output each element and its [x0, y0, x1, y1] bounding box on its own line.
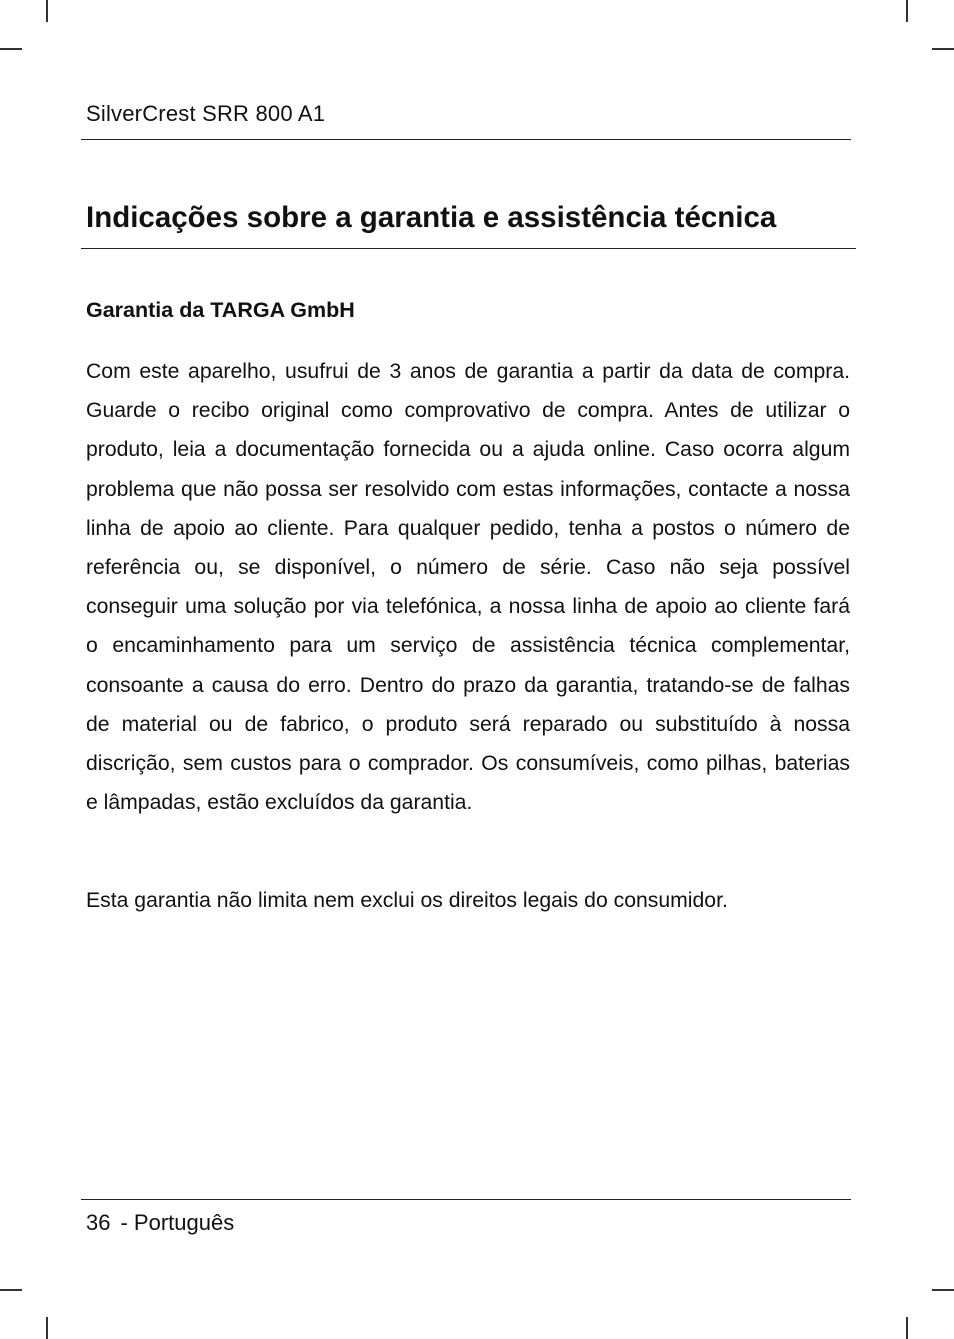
title-rule [81, 248, 856, 249]
crop-mark-top-right-horizontal [932, 48, 954, 50]
crop-mark-top-right-vertical [906, 0, 908, 22]
footer-language: - Português [120, 1210, 235, 1235]
section-heading: Garantia da TARGA GmbH [86, 298, 355, 322]
crop-mark-top-left-horizontal [0, 48, 22, 50]
crop-mark-top-left-vertical [46, 0, 48, 22]
crop-mark-bottom-left-horizontal [0, 1289, 22, 1291]
consumer-rights-paragraph: Esta garantia não limita nem exclui os direitos legais do consumidor. [86, 889, 728, 912]
crop-mark-bottom-left-vertical [46, 1317, 48, 1339]
crop-mark-bottom-right-horizontal [932, 1289, 954, 1291]
page-footer [86, 1207, 234, 1239]
warranty-paragraph: Com este aparelho, usufrui de 3 anos de garantia a partir da data de compra. Guarde o recibo original como comprovativo de compra. Antes de utilizar o produto, leia a documentação fornecida ou a ajuda online. Caso ocorra algum problema que não possa ser resolvido com estas informações, contacte a nossa linha de apoio ao cliente. Para qualquer pedido, tenha a postos o número de referência ou, se disponível, o número de série. Caso não seja possível conseguir uma solução por via telefónica, a nossa linha de apoio ao cliente fará o encaminhamento para um serviço de assistência técnica complementar, consoante a causa do erro. Dentro do prazo da garantia, tratando-se de falhas de material ou de fabrico, o produto será reparado ou substituído à nossa discrição, sem custos para o comprador. Os consumíveis, como pilhas, baterias e lâmpadas, estão excluídos da garantia. [86, 360, 850, 815]
footer-rule [81, 1199, 851, 1200]
running-header: SilverCrest SRR 800 A1 [86, 101, 326, 126]
page-title: Indicações sobre a garantia e assistência técnica [86, 201, 777, 234]
header-rule [81, 139, 851, 140]
crop-mark-bottom-right-vertical [906, 1317, 908, 1339]
page-number: 36 [86, 1210, 111, 1235]
